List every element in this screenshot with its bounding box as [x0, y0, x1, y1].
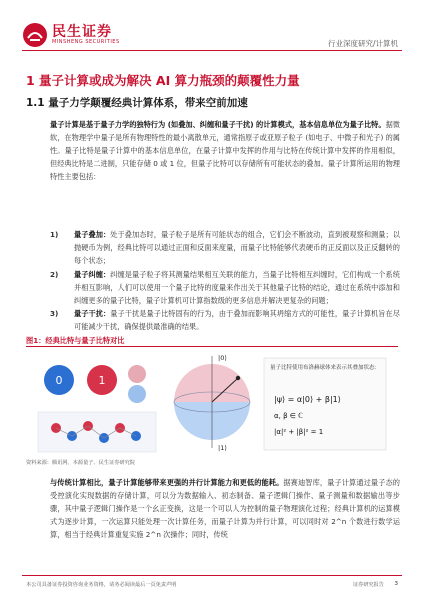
list-term: 量子干扰： — [74, 309, 111, 318]
list-number: 1) — [50, 230, 59, 239]
list-term: 量子纠缠： — [74, 270, 111, 279]
state-formula: |ψ⟩ = α|0⟩ + β|1⟩ — [274, 395, 341, 404]
list-text: 处于叠加态时，量子粒子是所有可能状态的组合，它们会不断波动，直到被观察和测量；以抛硬币为例，经典比特可以通过正面和反面来度量，而量子比特能够代表硬币的正反面以及正反翻转的每个状态； — [74, 230, 400, 265]
qubit-annotation — [264, 358, 386, 450]
list-text: 量子干扰是量子比特固有的行为，由于叠加而影响其坍缩方式的可能性，量子计算机旨在尽可能减少干扰，确保提供最准确的结果。 — [74, 309, 400, 331]
brand-name-en: MINSHENG SECURITIES — [52, 39, 120, 45]
annotation-title: 量子比特使用布洛赫球体来表示其叠加状态： — [270, 365, 381, 371]
subsection-heading: 1.1 量子力学颠覆经典计算体系，带来空前加速 — [26, 97, 248, 109]
footer-divider — [22, 575, 402, 576]
list-text: 纠缠是量子粒子将其测量结果相互关联的能力，当量子比特相互纠缠时，它们构成一个系统并相互影响，人们可以使用一个量子比特的度量来作出关于其他量子比特的结论，通过在系统中添加和纠缠更多的量子比特，量子计算机可计算指数级的更多信息并解决更复杂的问题； — [74, 270, 400, 305]
comparison-paragraph — [50, 476, 400, 541]
minsheng-logo-icon — [22, 22, 48, 48]
section-heading: 1 量子计算或成为解决 AI 算力瓶颈的颠覆性力量 — [26, 73, 300, 88]
comparison-bold: 与传统计算相比，量子计算能够带来更强的并行计算能力和更低的能耗。 — [50, 478, 284, 487]
brand-name: 民生证券 — [52, 24, 112, 40]
disclaimer-note: 本公司具备证券投资咨询业务资格，请务必阅读最后一页免责声明 — [26, 582, 177, 588]
bit-zero-label: 0 — [55, 374, 63, 387]
complex-formula: α, β ∈ ℂ — [274, 412, 303, 420]
page-header — [0, 0, 424, 56]
report-category: 行业深度研究/计算机 — [327, 39, 398, 48]
figure-divider — [26, 346, 398, 347]
header-divider — [22, 50, 402, 51]
list-number: 2) — [50, 270, 59, 279]
intro-text: 据微软，在物理学中量子是所有物理特性的最小离散单元，通常指原子或亚原子粒子 (如电子、中微子和光子) 的属性。量子比特是量子计算中的基本信息单位，在量子计算中发挥的作用与比特在传统计算中发挥的作用相似，但经典比特是二进制，只能存储 0 或 1 位，但量子比特可以存储所有可能状态的叠加。量子计算所运用的物理特性主要包括： — [50, 120, 400, 181]
comparison-text: 据赛迪智库，量子计算通过量子态的受控演化实现数据的存储计算，可以分为数据输入、初态制备、量子逻辑门操作、量子测量和数据输出等步骤，其中量子逻辑门操作是一个幺正变换，这是一个可以人为控制的量子物理演化过程；经典计算机的运算模式为逐步计算，一次运算只能处理一次计算任务，而量子计算为并行计算，可以同时对 2^n 个数进行数学运算，相当于经典计算重复实施 2^n 次操作；同时，传统 — [50, 478, 400, 539]
report-type: 证券研究报告 — [352, 582, 384, 588]
intro-paragraph — [50, 118, 400, 183]
figure-title: 图1：经典比特与量子比特对比 — [26, 336, 125, 345]
list-number: 3) — [50, 309, 59, 318]
list-term: 量子叠加： — [74, 230, 111, 239]
qubit-array-illustration — [38, 412, 156, 452]
normalization-formula: |α|² + |β|² = 1 — [274, 428, 324, 436]
ket-zero-label: |0⟩ — [218, 354, 227, 362]
bloch-sphere-illustration — [174, 354, 250, 452]
bit-one-label: 1 — [98, 374, 106, 387]
intro-bold: 量子计算是基于量子力学的独特行为 (如叠加、纠缠和量子干扰) 的计算模式，基本信息单位为量子比特。 — [50, 120, 386, 129]
bit-vs-qubit-figure — [34, 350, 390, 455]
figure-source: 资料来源：腾讯网、本源量子、民生证券研究院 — [26, 460, 135, 466]
ket-one-label: |1⟩ — [218, 444, 227, 452]
classical-bit-illustration — [44, 365, 146, 403]
page-number: 3 — [394, 581, 398, 587]
